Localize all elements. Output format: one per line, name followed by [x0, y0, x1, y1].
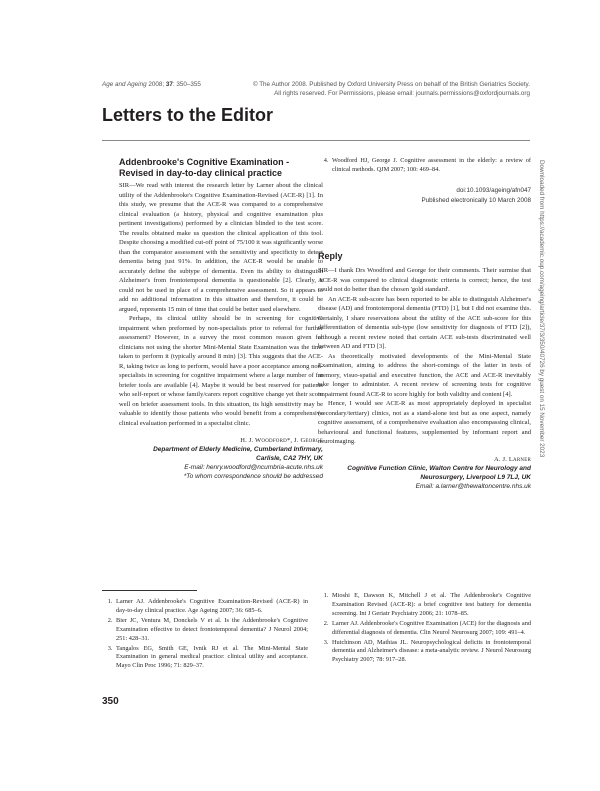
letter-email[interactable]: E-mail: henry.woodford@ncumbria-acute.nhs.uk — [184, 464, 323, 471]
reference-item: 3. Hutchinson AD, Mathias JL. Neuropsychological deficits in frontotemporal dementia and Alzheimer's disease: a meta-analytic review. J Neurol Neurosurg Psychiatry 2007; 78: 917–28. — [330, 639, 531, 666]
letter-body — [119, 181, 323, 481]
reply-affiliation-2: Neurosurgery, Liverpool L9 7LJ, UK — [420, 473, 531, 481]
correspondence-note: *To whom correspondence should be addressed — [183, 473, 323, 480]
doi-block — [318, 186, 531, 205]
letter-affiliation-1: Department of Elderly Medicine, Cumberland Infirmary, — [153, 446, 323, 453]
references-divider — [102, 590, 197, 591]
reply-affiliation-1: Cognitive Function Clinic, Walton Centre for Neurology and — [347, 464, 531, 472]
letter-title: Addenbrooke's Cognitive Examination - Revised in day-to-day clinical practice — [119, 157, 290, 178]
letter-references — [102, 598, 308, 672]
reply-signature — [318, 455, 531, 491]
reply-paragraph: An ACE-R sub-score has been reported to be able to distinguish Alzheimer's disease (AD) and frontotemporal dementia (FTD) [1], but I did not examine this. Certainly, I share reservations about the utility of the ACE sub-score for this differentiation of dementia sub-type (low sensitivity for diagnosis of FTD [2]), although a recent review noted that certain ACE sub-tests discriminated well between AD and FTD [3]. — [318, 295, 531, 350]
rights-line: All rights reserved. For Permissions, please email: journals.permissions@oxfordjournals.org — [274, 90, 530, 97]
reply-references — [318, 592, 531, 666]
reference-item: 2. Larner AJ. Addenbrooke's Cognitive Examination (ACE) for the diagnosis and differential diagnosis of dementia. Clin Neurol Neurosurg 2007; 109: 491–4. — [330, 620, 531, 638]
doi: doi:10.1093/ageing/afn047 — [456, 187, 531, 194]
letter-authors: H. J. Woodford*, J. George — [240, 437, 323, 444]
letter-affiliation-2: Carlisle, CA2 7HY, UK — [256, 455, 323, 462]
reply-body — [318, 266, 531, 491]
journal-header — [102, 80, 530, 98]
letter-reference-4 — [318, 157, 531, 176]
copyright-line: © The Author 2008. Published by Oxford University Press on behalf of the British Geriatrics Society. — [252, 81, 530, 88]
reference-item: 1. Larner AJ. Addenbrooke's Cognitive Examination-Revised (ACE-R) in day-to-day clinical practice. Age Ageing 2007; 36: 685–6. — [114, 598, 308, 616]
letter-paragraph: Perhaps, its clinical utility should be in screening for cognitive impairment when preformed by non-specialists prior to referral for further assessment? However, in a survey the most common reason given for clinicians not using the shorter Mini-Mental State Examination was the time taken to perform it (typically around 8 min) [3]. This suggests that the ACE-R, taking twice as long to perform, would have a poor acceptance among non-specialists in screening for cognitive impairment where a large number of far briefer tools are available [4]. Maybe it would be best reserved for patients who self-report or whose family/carers report cognitive change yet their score well on briefer assessment tools. In this situation, its high sensitivity may be valuable to identify those patients who would benefit from a comprehensive clinical evaluation performed in a specialist clinic. — [119, 315, 323, 427]
download-notice: Downloaded from https://academic.oup.com/ageing/article/37/3/350/40726 by guest on 15 November 2023 — [538, 160, 545, 458]
reply-email[interactable]: Email: a.larner@thewaltoncentre.nhs.uk — [415, 482, 531, 490]
reference-item: 2. Bier JC, Ventura M, Donckels V et al. Is the Addenbrooke's Cognitive Examination effective to detect frontotemporal dementia? J Neurol 2004; 251: 428–31. — [114, 617, 308, 644]
reply-paragraph: Hence, I would see ACE-R as most appropriately deployed in specialist (secondary/tertiary) clinics, not as a stand-alone test but as one aspect, namely cognitive assessment, of a comprehensive evaluation also encompassing clinical, behavioural and functional features, supplemented by informant report and neuroimaging. — [318, 400, 531, 445]
reference-item: 4. Woodford HJ, George J. Cognitive assessment in the elderly: a review of clinical methods. QJM 2007; 100: 469–84. — [330, 157, 531, 175]
section-title: Letters to the Editor — [102, 105, 274, 125]
letter-paragraph: SIR—We read with interest the research letter by Larner about the clinical utility of the Addenbrooke's Cognitive Examination-Revised (ACE-R) [1]. In this study, we presume that the ACE-R was compared to a comprehensive clinical evaluation (a history, physical and cognitive examination plus pertinent investigations) performed by a clinician blinded to the test score. The results obtained make us question the clinical application of this tool. Despite choosing a modified cut-off point of 75/100 it was significantly worse than the comparator assessment with the sensitivity and specificity to detect dementia being just 91%. In addition, the ACE-R would be unable to accurately define the subtype of dementia. Even its ability to distinguish Alzheimer's from frontotemporal dementia is questionable [2]. Clearly, it could not be used in place of a comprehensive assessment. So it appears to add no additional information in this situation and therefore, it could be argued, represents 15 min of time that could be better used elsewhere. — [119, 182, 323, 313]
reply-author: A. J. Larner — [493, 455, 531, 463]
published-date: Published electronically 10 March 2008 — [421, 196, 531, 204]
reply-heading: Reply — [318, 251, 343, 261]
title-rule — [102, 140, 530, 141]
reply-paragraph: SIR—I thank Drs Woodford and George for their comments. Their surmise that ACE-R was compared to clinical diagnostic criteria is correct; hence, the test could not do better than the chosen 'gold standard'. — [318, 267, 531, 293]
reference-item: 1. Mioshi E, Dawson K, Mitchell J et al. The Addenbrooke's Cognitive Examination Revised (ACE-R): a brief cognitive test battery for dementia screening. Int J Geriatr Psychiatry 2006; 21: 1078–85. — [330, 592, 531, 619]
journal-citation: Age and Ageing 2008; 37: 350–355 — [102, 81, 201, 88]
reply-paragraph: As theoretically motivated developments of the Mini-Mental State Examination, aiming to address the short-comings of the latter in tests of memory, visuo-spatial and executive function, the ACE and ACE-R inevitably take longer to administer. A recent review of screening tests for cognitive impairment found ACE-R to score highly for both validity and content [4]. — [318, 352, 531, 398]
page-number: 350 — [102, 696, 119, 707]
reference-item: 3. Tangalos EG, Smith GE, Ivnik RJ et al. The Mini-Mental State Examination in general medical practice: clinical utility and acceptance. Mayo Clin Proc 1996; 71: 829–37. — [114, 645, 308, 672]
letter-signature — [119, 436, 323, 481]
